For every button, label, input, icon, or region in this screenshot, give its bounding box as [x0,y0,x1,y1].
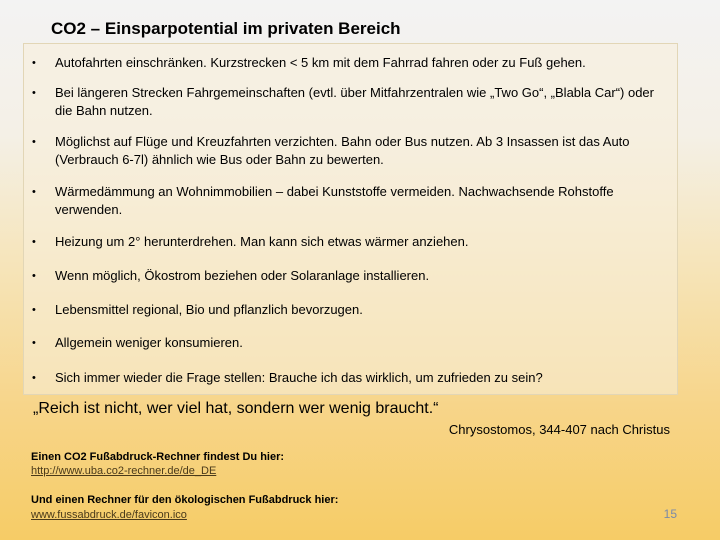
eco-calculator-note: Und einen Rechner für den ökologischen Fußabdruck hier: [31,494,339,506]
list-item-text: Allgemein weniger konsumieren. [55,335,243,350]
list-item-text: Bei längeren Strecken Fahrgemeinschaften (evtl. über Mitfahrzentralen wie „Two Go“, „Blabla Car“) oder die Bahn nutzen. [55,85,654,118]
list-item-text: Autofahrten einschränken. Kurzstrecken < 5 km mit dem Fahrrad fahren oder zu Fuß gehen. [55,55,586,70]
page-number: 15 [663,507,677,521]
list-item-text: Lebensmittel regional, Bio und pflanzlich bevorzugen. [55,302,363,317]
slide-title: CO2 – Einsparpotential im privaten Bereich [51,19,401,38]
bullet-marker: • [32,57,36,69]
bullet-marker: • [32,136,36,148]
bullet-marker: • [32,236,36,248]
co2-calculator-link[interactable]: http://www.uba.co2-rechner.de/de_DE [31,465,217,477]
list-item-text: Wärmedämmung an Wohnimmobilien – dabei Kunststoffe vermeiden. Nachwachsende Rohstoffe verwenden. [55,184,614,217]
bullet-marker: • [32,337,36,349]
list-item-text: Möglichst auf Flüge und Kreuzfahrten verzichten. Bahn oder Bus nutzen. Ab 3 Insassen ist das Auto (Verbrauch 6-7l) ähnlich wie Bus oder Bahn zu bewerten. [55,134,630,167]
list-item-text: Sich immer wieder die Frage stellen: Brauche ich das wirklich, um zufrieden zu sein? [55,370,543,385]
bullet-list [23,43,678,395]
eco-calculator-link[interactable]: www.fussabdruck.de/favicon.ico [31,509,187,521]
bullet-marker: • [32,87,36,99]
bullet-marker: • [32,186,36,198]
bullet-marker: • [32,304,36,316]
list-item-text: Wenn möglich, Ökostrom beziehen oder Solaranlage installieren. [55,268,430,283]
bullet-marker: • [32,270,36,282]
co2-calculator-note: Einen CO2 Fußabdruck-Rechner findest Du hier: [31,451,285,463]
list-item-text: Heizung um 2° herunterdrehen. Man kann sich etwas wärmer anziehen. [55,234,469,249]
quote-attribution: Chrysostomos, 344-407 nach Christus [448,422,670,437]
quote-text: „Reich ist nicht, wer viel hat, sondern wer wenig braucht.“ [33,400,439,417]
bullet-marker: • [32,372,36,384]
